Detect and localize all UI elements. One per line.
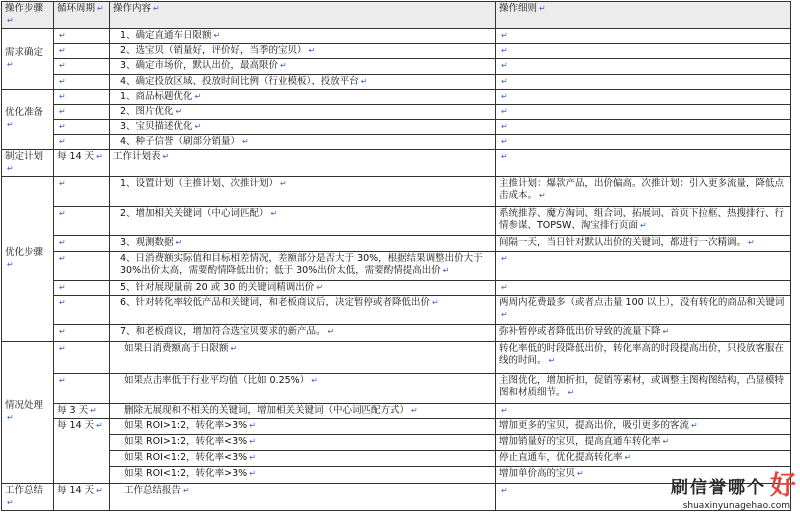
detail-cell: ↵ xyxy=(496,74,791,89)
content-cell: 6、针对转化率较低产品和关键词，和老板商议后，决定暂停或者降低出价 ↵ xyxy=(110,296,496,325)
content-cell: 5、针对展现量前 20 或 30 的关键词精调出价 ↵ xyxy=(110,281,496,296)
detail-cell: 增加更多的宝贝，提高出价，吸引更多的客流 ↵ xyxy=(496,419,791,435)
detail-cell: ↵ xyxy=(496,29,791,44)
operations-table xyxy=(1,1,791,511)
detail-cell: ↵ xyxy=(496,119,791,134)
table-row xyxy=(2,419,791,435)
table-row xyxy=(2,104,791,119)
detail-cell: ↵ xyxy=(496,59,791,74)
table-row xyxy=(2,251,791,280)
detail-cell: ↵ xyxy=(496,134,791,149)
table-row xyxy=(2,341,791,373)
table-row xyxy=(2,59,791,74)
cycle-cell: 每 14 天 ↵ xyxy=(54,483,110,510)
cycle-cell: ↵ xyxy=(54,104,110,119)
content-cell: 如果 ROI<1:2，转化率<3% ↵ xyxy=(110,451,496,467)
cycle-cell: 每 3 天 ↵ xyxy=(54,404,110,419)
content-cell: 2、增加相关关键词（中心词匹配） ↵ xyxy=(110,206,496,235)
table-row xyxy=(2,235,791,251)
step-cell: 工作总结↵ xyxy=(2,483,54,510)
header-detail: 操作细则 ↵ xyxy=(496,2,791,29)
watermark-accent: 好 xyxy=(769,471,796,501)
detail-cell: 弥补暂停或者降低出价导致的流量下降 ↵ xyxy=(496,325,791,341)
content-cell: 2、选宝贝（销量好，评价好，当季的宝贝） ↵ xyxy=(110,44,496,59)
cycle-cell: ↵ xyxy=(54,177,110,206)
detail-cell: ↵ xyxy=(496,404,791,419)
table-row xyxy=(2,206,791,235)
cycle-cell: ↵ xyxy=(54,325,110,341)
header-cycle: 循环周期 ↵ xyxy=(54,2,110,29)
cycle-cell: ↵ xyxy=(54,251,110,280)
detail-cell: ↵ xyxy=(496,150,791,177)
cycle-cell: ↵ xyxy=(54,281,110,296)
watermark-text: 刷信誉哪个 xyxy=(671,478,766,498)
cycle-cell: ↵ xyxy=(54,341,110,373)
detail-cell: ↵ xyxy=(496,483,791,510)
content-cell: 3、观测数据 ↵ xyxy=(110,235,496,251)
content-cell: 工作总结报告 ↵ xyxy=(110,483,496,510)
cycle-cell: ↵ xyxy=(54,206,110,235)
content-cell: 4、确定投放区域、投放时间比例（行业模板）、投放平台 ↵ xyxy=(110,74,496,89)
table-row xyxy=(2,150,791,177)
cycle-cell: 每 14 天 ↵ xyxy=(54,150,110,177)
step-cell: 制定计划↵ xyxy=(2,150,54,177)
cycle-cell: 每 14 天 ↵ xyxy=(54,419,110,484)
content-cell: 删除无展现和不相关的关键词，增加相关关键词（中心词匹配方式） ↵ xyxy=(110,404,496,419)
content-cell: 4、种子信誉（刷部分销量） ↵ xyxy=(110,134,496,149)
detail-cell: 增加单价高的宝贝 ↵ xyxy=(496,467,791,483)
content-cell: 如果 ROI>1:2，转化率<3% ↵ xyxy=(110,435,496,451)
content-cell: 1、商品标题优化 ↵ xyxy=(110,89,496,104)
watermark-url: shuaxinyunagehao.com xyxy=(682,501,790,511)
table-row xyxy=(2,435,791,451)
table-row xyxy=(2,29,791,44)
cycle-cell: ↵ xyxy=(54,29,110,44)
content-cell: 1、确定直通车日限额 ↵ xyxy=(110,29,496,44)
cycle-cell: ↵ xyxy=(54,44,110,59)
detail-cell: ↵ xyxy=(496,89,791,104)
detail-cell: 增加销量好的宝贝，提高直通车转化率 ↵ xyxy=(496,435,791,451)
detail-cell: ↵ xyxy=(496,251,791,280)
content-cell: 2、图片优化 ↵ xyxy=(110,104,496,119)
header-step: 操作步骤↵ xyxy=(2,2,54,29)
cycle-cell: ↵ xyxy=(54,119,110,134)
detail-cell: 主推计划：爆款产品，出价偏高。次推计划：引入更多流量，降低点击成本。 ↵ xyxy=(496,177,791,206)
step-cell: 需求确定↵ xyxy=(2,29,54,89)
table-row xyxy=(2,451,791,467)
detail-cell: ↵ xyxy=(496,281,791,296)
step-cell: 情况处理↵ xyxy=(2,341,54,483)
cycle-cell: ↵ xyxy=(54,74,110,89)
content-cell: 如果 ROI>1:2，转化率>3% ↵ xyxy=(110,419,496,435)
content-cell: 4、日消费额实际值和目标相差情况，差额部分是否大于 30%，根据结果调整出价大于 30%出价太高，需要酌情降低出价；低于 30%出价太低，需要酌情提高出价 ↵ xyxy=(110,251,496,280)
cycle-cell: ↵ xyxy=(54,59,110,74)
detail-cell: 两周内花费最多（或者点击量 100 以上），没有转化的商品和关键词↵ xyxy=(496,296,791,325)
table-row xyxy=(2,134,791,149)
step-cell: 优化准备↵ xyxy=(2,89,54,149)
table-row xyxy=(2,404,791,419)
header-row xyxy=(2,2,791,29)
table-row xyxy=(2,281,791,296)
table-row xyxy=(2,119,791,134)
content-cell: 如果 ROI<1:2，转化率>3% ↵ xyxy=(110,467,496,483)
content-cell: 7、和老板商议，增加符合选宝贝要求的新产品。 ↵ xyxy=(110,325,496,341)
detail-cell: ↵ xyxy=(496,104,791,119)
content-cell: 如果点击率低于行业平均值（比如 0.25%） ↵ xyxy=(110,373,496,403)
cycle-cell: ↵ xyxy=(54,89,110,104)
table-row xyxy=(2,74,791,89)
detail-cell: 主图优化，增加折扣，促销等素材，或调整主图构图结构，凸显模特图和材质细节。 ↵ xyxy=(496,373,791,403)
table-row xyxy=(2,89,791,104)
table-row xyxy=(2,325,791,341)
detail-cell: 系统推荐、魔方淘词、组合词、拓展词、首页下拉框、热搜排行、行情参谋、TOPSW、淘宝排行页面 ↵ xyxy=(496,206,791,235)
detail-cell: 停止直通车，优化提高转化率 ↵ xyxy=(496,451,791,467)
table-row xyxy=(2,177,791,206)
content-cell: 工作计划表 ↵ xyxy=(110,150,496,177)
table-row xyxy=(2,44,791,59)
step-cell: 优化步骤↵ xyxy=(2,177,54,341)
table-row xyxy=(2,373,791,403)
watermark-logo xyxy=(584,471,796,511)
content-cell: 3、宝贝描述优化 ↵ xyxy=(110,119,496,134)
cycle-cell: ↵ xyxy=(54,235,110,251)
content-cell: 3、确定市场价，默认出价，最高限价 ↵ xyxy=(110,59,496,74)
header-content: 操作内容 ↵ xyxy=(110,2,496,29)
detail-cell: 间隔一天，当日针对默认出价的关键词，都进行一次精调。 ↵ xyxy=(496,235,791,251)
content-cell: 1、设置计划（主推计划、次推计划） ↵ xyxy=(110,177,496,206)
cycle-cell: ↵ xyxy=(54,373,110,403)
cycle-cell: ↵ xyxy=(54,296,110,325)
content-cell: 如果日消费额高于日限额 ↵ xyxy=(110,341,496,373)
detail-cell: 转化率低的时段降低出价，转化率高的时段提高出价，只投放客服在线的时间。 ↵ xyxy=(496,341,791,373)
table-row xyxy=(2,296,791,325)
cycle-cell: ↵ xyxy=(54,134,110,149)
detail-cell: ↵ xyxy=(496,44,791,59)
